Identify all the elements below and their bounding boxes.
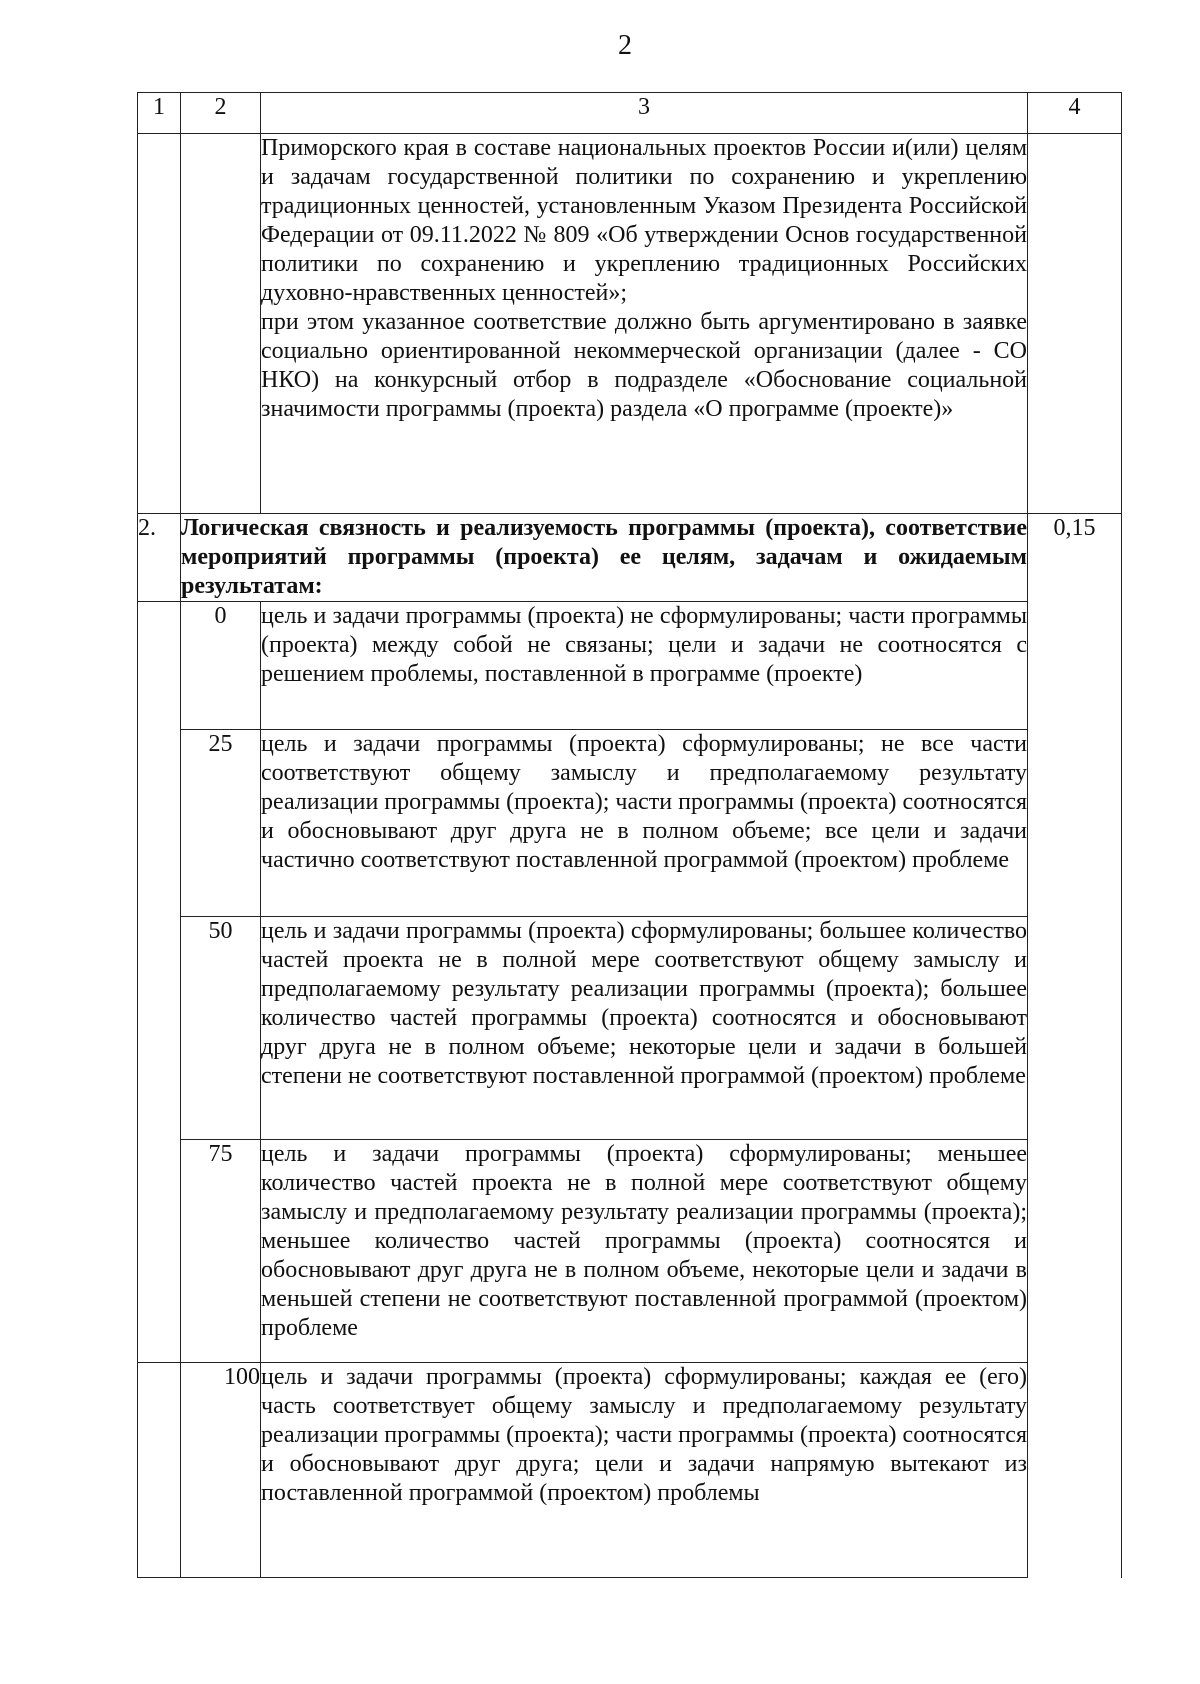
level-score: 75 (181, 1140, 261, 1363)
level-row (138, 1363, 1122, 1578)
level-text: цель и задачи программы (проекта) сформулированы; каждая ее (его) часть соответствует общему замыслу и предполагаемому результату реализации программы (проекта); части программы (проекта) соотносятся и обосновывают друг друга; цели и задачи напрямую вытекают из поставленной программой (проектом) проблемы (261, 1363, 1028, 1578)
header-col-1: 1 (138, 93, 181, 134)
level-text: цель и задачи программы (проекта) сформулированы; меньшее количество частей проекта не в полной мере соответствуют общему замыслу и предполагаемому результату реализации программы (проекта); меньшее количество частей программы (проекта) соотносятся и обосновывают друг друга не в полном объеме, некоторые цели и задачи в меньшей степени не соответствуют поставленной программой (проектом) проблеме (261, 1140, 1028, 1363)
header-col-2: 2 (181, 93, 261, 134)
table-header-row (138, 93, 1122, 134)
level-row (138, 917, 1122, 1140)
level-text: цель и задачи программы (проекта) сформулированы; большее количество частей проекта не в полной мере соответствуют общему замыслу и предполагаемому результату реализации программы (проекта); большее количество частей программы (проекта) соотносятся и обосновывают друг друга не в полном объеме; некоторые цели и задачи в большей степени не соответствуют поставленной программой (проектом) проблеме (261, 917, 1028, 1140)
header-col-4: 4 (1028, 93, 1122, 134)
level-row (138, 1140, 1122, 1363)
criteria-table (137, 92, 1122, 1578)
level-text: цель и задачи программы (проекта) не сформулированы; части программы (проекта) между собой не связаны; цели и задачи не соотносятся с решением проблемы, поставленной в программе (проекте) (261, 602, 1028, 730)
criterion-weight: 0,15 (1028, 514, 1122, 1578)
criterion-title: Логическая связность и реализуемость программы (проекта), соответствие мероприятий программы (проекта) ее целям, задачам и ожидаемым результатам: (181, 514, 1028, 602)
level-score: 0 (181, 602, 261, 730)
continuation-text (261, 134, 1028, 514)
level-row (138, 730, 1122, 917)
continuation-row (138, 134, 1122, 514)
level-score: 25 (181, 730, 261, 917)
header-col-3: 3 (261, 93, 1028, 134)
level-score: 50 (181, 917, 261, 1140)
continuation-paragraph-2: при этом указанное соответствие должно быть аргументировано в заявке социально ориентированной некоммерческой организации (далее - СО НКО) на конкурсный отбор в подразделе «Обоснование социальной значимости программы (проекта) раздела «О программе (проекте)» (261, 309, 1027, 422)
level-score: 100 (181, 1363, 261, 1578)
continuation-paragraph-1: Приморского края в составе национальных проектов России и(или) целям и задачам государственной политики по сохранению и укреплению традиционных ценностей, установленным Указом Президента Российской Федерации от 09.11.2022 № 809 «Об утверждении Основ государственной политики по сохранению и укреплению традиционных Российских духовно-нравственных ценностей»; (261, 135, 1027, 306)
page-number: 2 (618, 30, 632, 61)
level-row (138, 602, 1122, 730)
criterion-row (138, 514, 1122, 602)
criterion-number: 2. (138, 514, 181, 602)
level-text: цель и задачи программы (проекта) сформулированы; не все части соответствуют общему замыслу и предполагаемому результату реализации программы (проекта); части программы (проекта) соотносятся и обосновывают друг друга не в полном объеме; все цели и задачи частично соответствуют поставленной программой (проектом) проблеме (261, 730, 1028, 917)
